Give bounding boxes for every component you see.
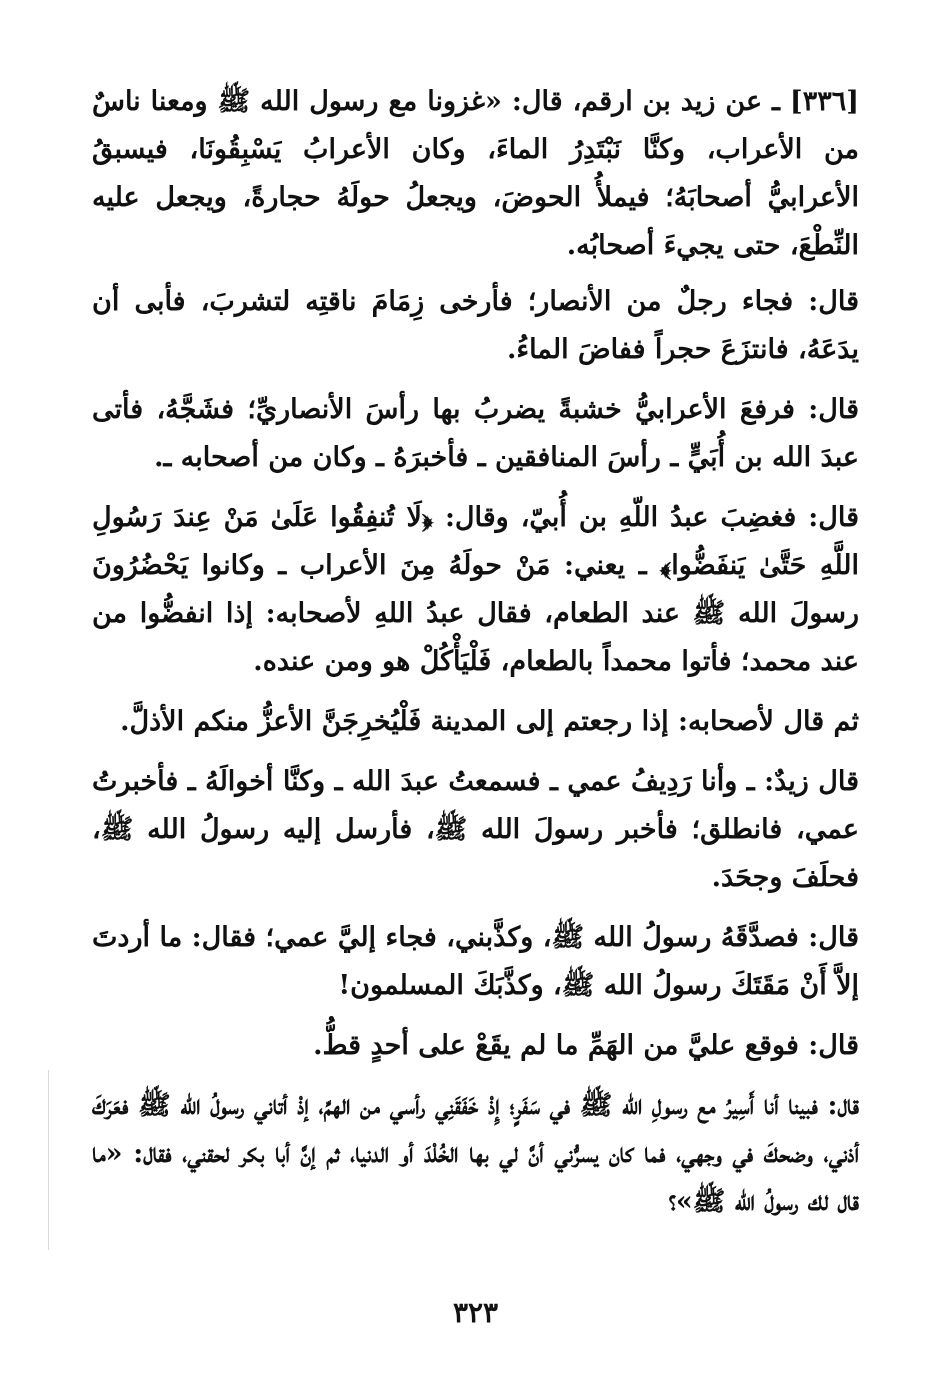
page-number: ٣٢٣ — [452, 1296, 499, 1329]
paragraph-return-medina: ثم قال لأصحابه: إذا رجعتم إلى المدينة فَلْيُخرِجَنَّ الأعزُّ منكم الأذلَّ. — [120, 706, 859, 737]
paragraph-abdullah-anger: قال: فغضِبَ عبدُ اللّهِ بن أُبيّ، وقال: ﴿لَا تُنفِقُوا عَلَىٰ مَنْ عِندَ رَسُولِ اللَّهِ حَتَّىٰ يَنفَضُّوا﴾ ـ يعني: مَنْ حولَهُ مِنَ الأعراب ـ وكانوا يَحْضُرُونَ رسولَ الله ﷺ عند الطعام، فقال عبدُ اللهِ لأصحابه: إذا انفضُّوا من عند محمد؛ فأتوا محمداً بالطعام، فَلْيَأْكُلْ هو ومن عنده. — [92, 502, 859, 677]
paragraph-zayd-report: قال زيدٌ: ـ وأنا رَدِيفُ عمي ـ فسمعتُ عبدَ الله ـ وكنَّا أخوالَهُ ـ فأخبرتُ عمي، فانطلق؛ فأخبر رسولَ الله ﷺ، فأرسل إليه رسولُ الله ﷺ، فحلَفَ وجحَدَ. — [92, 766, 859, 893]
margin-line — [48, 1070, 49, 1250]
paragraph-journey: قال: فبينا أنا أَسِيرُ مع رسولِ الله ﷺ في سَفَرٍ؛ إِذْ خَفَقَنِي رأسي من الهمِّ، إذْ أتاني رسولُ الله ﷺ فعَرَكَ أذني، وضحكَ في وجهي، فما كان يسرُّني أنَّ لي بها الخُلْدَ أو الدنيا، ثم إنَّ أبا بكر لحقني، فقال: «ما قال لك رسولُ الله ﷺ»؟ — [92, 1090, 859, 1217]
paragraph-bedouin-strike: قال: فرفعَ الأعرابيُّ خشبةً يضربُ بها رأسَ الأنصاريِّ؛ فشَجَّهُ، فأتى عبدَ الله بن أُبَيٍّ ـ رأسَ المنافقين ـ فأخبرَهُ ـ وكان من أصحابه ـ. — [92, 394, 859, 473]
page-body — [92, 78, 859, 1336]
paragraph-uncle-rebuke: قال: فصدَّقَهُ رسولُ الله ﷺ، وكذَّبني، فجاء إليَّ عمي؛ فقال: ما أردتَ إلاَّ أَنْ مَقَتَكَ رسولُ الله ﷺ، وكذَّبَكَ المسلمون! — [92, 922, 859, 1001]
paragraph-ansari-man: قال: فجاء رجلٌ من الأنصار؛ فأرخى زِمَامَ ناقتِه لتشربَ، فأبى أن يدَعَهُ، فانتزَعَ حجراً ففاضَ الماءُ. — [92, 286, 859, 365]
paragraph-grief: قال: فوقع عليَّ من الهَمِّ ما لم يقَعْ على أحدٍ قطُّ. — [313, 1030, 859, 1061]
paragraph-hadith-336-intro: [٣٣٦] ـ عن زيد بن ارقم، قال: «غزونا مع رسول الله ﷺ ومعنا ناسٌ من الأعراب، وكنَّا نَبْتَدِرُ الماءَ، وكان الأعرابُ يَسْبِقُونَا، فيسبقُ الأعرابيُّ أصحابَهُ؛ فيملأُ الحوضَ، ويجعلُ حولَهُ حجارةً، ويجعل عليه النِّطْعَ، حتى يجيءَ أصحابُه. — [92, 86, 859, 261]
